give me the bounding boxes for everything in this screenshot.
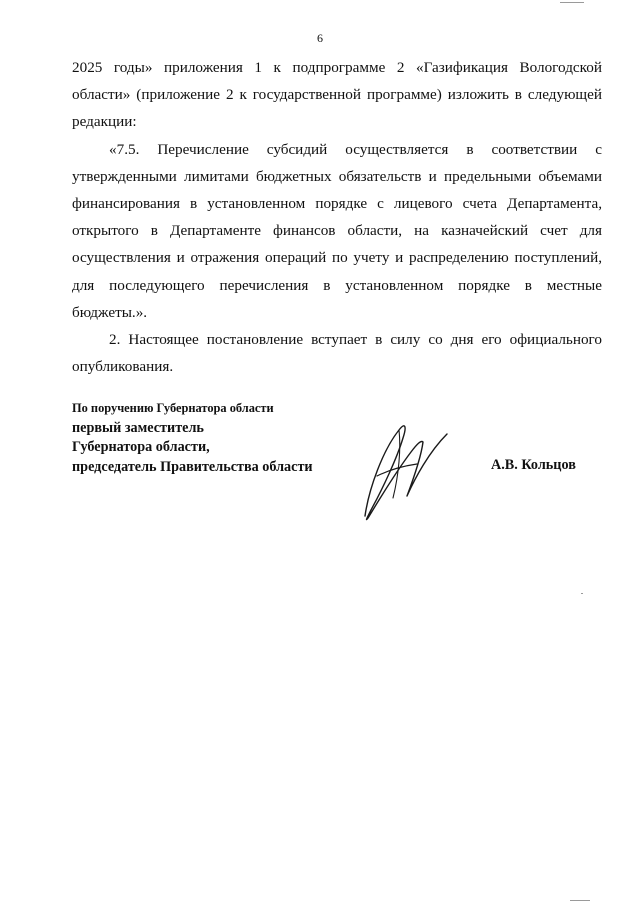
signature-block (72, 399, 313, 477)
paragraph-continuation: 2025 годы» приложения 1 к подпрограмме 2 «Газификация Вологодской области» (приложение 2 к государственной программе) изложить в следующей редакции: (72, 59, 602, 131)
signatory-authority-line: По поручению Губернатора области (72, 401, 274, 415)
page-number: 6 (317, 31, 323, 45)
document-body (72, 54, 602, 380)
signatory-title-line-3: председатель Правительства области (72, 458, 313, 475)
handwritten-signature (355, 418, 455, 523)
paragraph-clause-7-5: «7.5. Перечисление субсидий осуществляется в соответствии с утвержденными лимитами бюджетных обязательств и предельными объемами финансирования в установленном порядке с лицевого счета Департамента, открытого в Департаменте финансов области, на казначейский счет для осуществления и отражения операций по учету и распределению поступлений, для последующего перечисления в установленном порядке в местные бюджеты.». (72, 140, 602, 321)
paragraph-effective-date: 2. Настоящее постановление вступает в силу со дня его официального опубликования. (72, 331, 602, 376)
signer-name: А.В. Кольцов (491, 457, 576, 473)
scan-artifact-top (560, 2, 584, 3)
signatory-title-line-2: Губернатора области, (72, 439, 210, 455)
scan-artifact-bottom (570, 900, 590, 901)
signatory-title-line-1: первый заместитель (72, 419, 204, 436)
scan-artifact-margin (581, 593, 583, 594)
